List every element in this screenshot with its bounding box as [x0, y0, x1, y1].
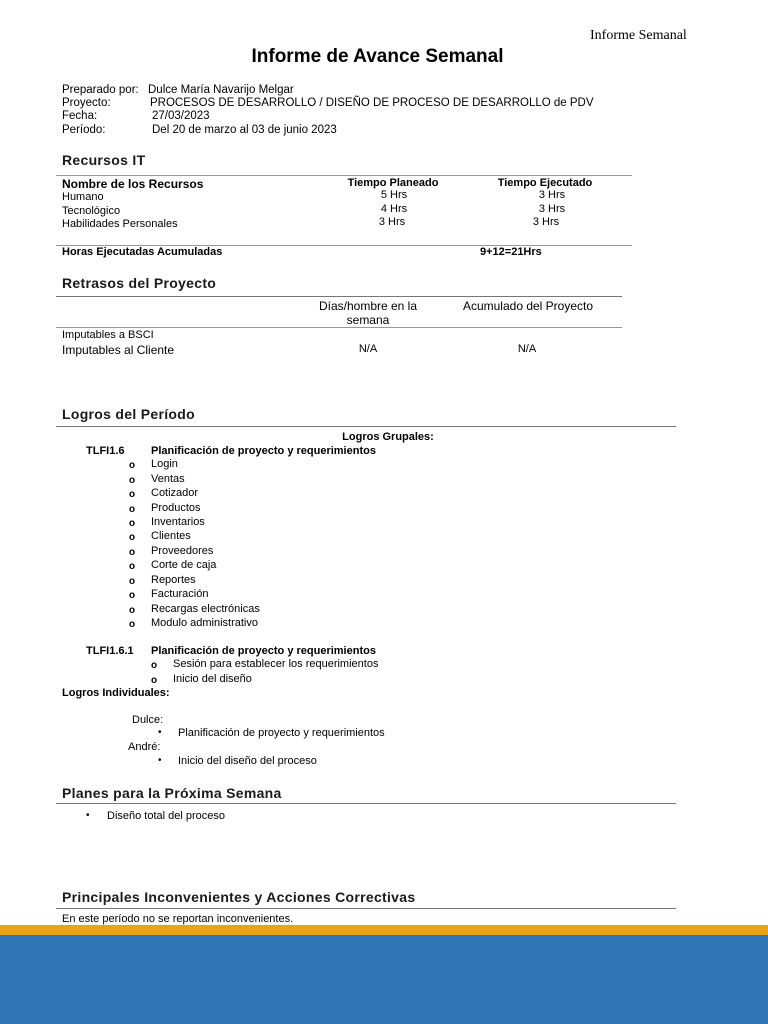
section-heading-retrasos: Retrasos del Proyecto	[62, 275, 217, 291]
circle-bullet-icon: o	[129, 489, 136, 500]
divider	[56, 296, 622, 297]
meta-value-proyecto: PROCESOS DE DESARROLLO / DISEÑO DE PROCESO DE DESARROLLO de PDV	[150, 97, 594, 109]
resource-name-tecnologico: Tecnológico	[62, 205, 121, 217]
footer-band-orange	[0, 925, 768, 935]
list-item: Login	[151, 458, 178, 470]
divider	[56, 175, 632, 176]
col-header-dias-line1: Días/hombre en la	[318, 299, 418, 313]
col-header-nombre: Nombre de los Recursos	[62, 177, 204, 191]
retraso-row-bsci: Imputables a BSCI	[62, 329, 154, 341]
circle-bullet-icon: o	[129, 547, 136, 558]
circle-bullet-icon: o	[129, 460, 136, 471]
col-header-planeado: Tiempo Planeado	[347, 177, 439, 189]
circle-bullet-icon: o	[129, 561, 136, 572]
meta-label-preparado: Preparado por:	[62, 84, 139, 96]
list-item: Inventarios	[151, 516, 205, 528]
person-andre: André:	[128, 741, 161, 753]
running-header: Informe Semanal	[590, 28, 687, 43]
meta-value-preparado: Dulce María Navarijo Melgar	[148, 84, 294, 96]
resource-planeado: 5 Hrs	[380, 189, 408, 201]
list-item: Ventas	[151, 473, 185, 485]
resource-name-humano: Humano	[62, 191, 104, 203]
divider	[56, 803, 676, 804]
resource-ejecutado: 3 Hrs	[538, 189, 566, 201]
footer-band-blue	[0, 935, 768, 1024]
meta-label-proyecto: Proyecto:	[62, 97, 111, 109]
list-item: Inicio del diseño del proceso	[178, 755, 317, 767]
circle-bullet-icon: o	[129, 475, 136, 486]
resource-ejecutado: 3 Hrs	[532, 216, 560, 228]
divider	[56, 908, 676, 909]
logro-title-2: Planificación de proyecto y requerimientos	[151, 645, 376, 657]
list-item: Cotizador	[151, 487, 199, 499]
section-heading-planes: Planes para la Próxima Semana	[62, 785, 282, 801]
resource-planeado: 3 Hrs	[378, 216, 406, 228]
section-heading-recursos: Recursos IT	[62, 152, 146, 168]
list-item: Facturación	[151, 588, 209, 600]
meta-label-fecha: Fecha:	[62, 110, 98, 122]
logro-code-2: TLFI1.6.1	[86, 645, 134, 657]
meta-value-fecha: 27/03/2023	[152, 110, 210, 122]
list-item: Proveedores	[151, 545, 214, 557]
resource-name-habilidades: Habilidades Personales	[62, 218, 178, 230]
list-item: Clientes	[151, 530, 191, 542]
total-value: 9+12=21Hrs	[480, 246, 542, 258]
circle-bullet-icon: o	[129, 576, 136, 587]
list-item: Planificación de proyecto y requerimientos	[178, 727, 385, 739]
circle-bullet-icon: o	[151, 660, 158, 671]
list-item: Diseño total del proceso	[107, 810, 226, 822]
dot-bullet-icon: •	[86, 810, 90, 821]
logro-code-1: TLFI1.6	[86, 445, 125, 457]
logros-individuales-label: Logros Individuales:	[62, 687, 170, 699]
meta-label-periodo: Período:	[62, 124, 106, 136]
resource-planeado: 4 Hrs	[380, 203, 408, 215]
resource-ejecutado: 3 Hrs	[538, 203, 566, 215]
dot-bullet-icon: •	[158, 755, 162, 766]
list-item: Recargas electrónicas	[151, 603, 260, 615]
section-heading-logros: Logros del Período	[62, 406, 195, 422]
inconvenientes-text: En este período no se reportan inconvenientes.	[62, 913, 294, 925]
circle-bullet-icon: o	[129, 605, 136, 616]
divider	[56, 426, 676, 427]
retraso-cliente-acumulado: N/A	[517, 343, 537, 355]
circle-bullet-icon: o	[129, 619, 136, 630]
circle-bullet-icon: o	[151, 675, 158, 686]
logro-title-1: Planificación de proyecto y requerimientos	[151, 445, 376, 457]
list-item: Inicio del diseño	[173, 673, 252, 685]
circle-bullet-icon: o	[129, 504, 136, 515]
total-label: Horas Ejecutadas Acumuladas	[62, 246, 223, 258]
divider	[56, 327, 622, 328]
circle-bullet-icon: o	[129, 590, 136, 601]
col-header-dias-line2: semana	[346, 313, 390, 327]
retraso-row-cliente: Imputables al Cliente	[62, 343, 175, 357]
meta-value-periodo: Del 20 de marzo al 03 de junio 2023	[152, 124, 337, 136]
circle-bullet-icon: o	[129, 532, 136, 543]
person-dulce: Dulce:	[132, 714, 164, 726]
list-item: Reportes	[151, 574, 196, 586]
list-item: Corte de caja	[151, 559, 217, 571]
retraso-cliente-dias: N/A	[358, 343, 378, 355]
logros-grupales-label: Logros Grupales:	[342, 431, 434, 443]
circle-bullet-icon: o	[129, 518, 136, 529]
col-header-acumulado: Acumulado del Proyecto	[462, 299, 594, 313]
list-item: Sesión para establecer los requerimientos	[173, 658, 379, 670]
list-item: Modulo administrativo	[151, 617, 258, 629]
dot-bullet-icon: •	[158, 727, 162, 738]
section-heading-inconvenientes: Principales Inconvenientes y Acciones Correctivas	[62, 889, 416, 905]
page-title: Informe de Avance Semanal	[251, 46, 504, 67]
list-item: Productos	[151, 502, 201, 514]
col-header-ejecutado: Tiempo Ejecutado	[497, 177, 593, 189]
